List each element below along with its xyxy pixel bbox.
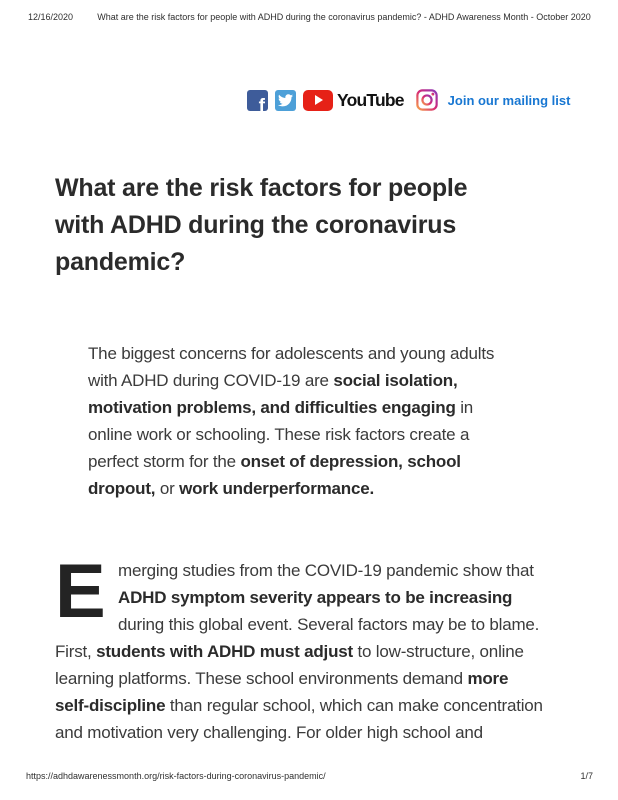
print-header <box>0 12 618 26</box>
text-segment: during this global event. Several factors may be to blame. <box>118 615 540 634</box>
text-segment: with ADHD during COVID-19 are <box>88 371 334 390</box>
bold-text-segment: social isolation, <box>333 371 458 390</box>
text-line <box>88 367 558 394</box>
text-segment: than regular school, which can make concentration <box>165 696 543 715</box>
text-line <box>55 638 605 665</box>
source-url: https://adhdawarenessmonth.org/risk-factors-during-coronavirus-pandemic/ <box>26 771 326 781</box>
print-footer <box>0 771 618 785</box>
print-page-title: What are the risk factors for people with ADHD during the coronavirus pandemic? - ADHD Awareness Month - October 2020 <box>97 12 591 22</box>
bold-text-segment: work underperformance. <box>179 479 375 498</box>
article-title <box>55 170 595 281</box>
text-segment: The biggest concerns for adolescents and young adults <box>88 344 495 363</box>
bold-text-segment: more <box>467 669 509 688</box>
bold-text-segment: students with ADHD must adjust <box>96 642 353 661</box>
text-segment: What are the risk factors for people <box>55 174 468 202</box>
text-segment: First, <box>55 642 97 661</box>
text-line <box>55 584 605 611</box>
bold-text-segment: ADHD symptom severity appears to be increasing <box>118 588 513 607</box>
instagram-icon[interactable] <box>416 89 438 111</box>
facebook-f-glyph: f <box>258 95 265 111</box>
text-line <box>55 244 595 281</box>
text-line <box>88 340 558 367</box>
text-line <box>55 692 605 719</box>
text-segment: and motivation very challenging. For older high school and <box>55 723 483 742</box>
text-segment: online work or schooling. These risk factors create a <box>88 425 470 444</box>
text-segment: to low-structure, online <box>352 642 524 661</box>
play-triangle-icon <box>315 95 323 105</box>
text-segment: with ADHD during the coronavirus <box>55 211 457 239</box>
text-line <box>88 421 558 448</box>
bold-text-segment: dropout, <box>88 479 156 498</box>
bold-text-segment: self-discipline <box>55 696 166 715</box>
body-paragraph <box>55 557 605 746</box>
facebook-icon[interactable] <box>247 90 268 111</box>
bold-text-segment: motivation problems, and difficulties engaging <box>88 398 456 417</box>
text-segment: merging studies from the COVID-19 pandemic show that <box>118 561 534 580</box>
text-segment: pandemic? <box>55 248 186 276</box>
twitter-icon[interactable] <box>275 90 296 111</box>
dropcap-letter: E <box>55 549 106 634</box>
text-segment: in <box>455 398 474 417</box>
text-line <box>55 170 595 207</box>
text-segment: learning platforms. These school environments demand <box>55 669 468 688</box>
youtube-link[interactable] <box>303 90 404 111</box>
text-line <box>88 448 558 475</box>
text-line <box>55 207 595 244</box>
twitter-bird-glyph <box>278 94 293 107</box>
join-mailing-list-link[interactable]: Join our mailing list <box>447 92 571 108</box>
youtube-wordmark: YouTube <box>337 89 404 110</box>
page-indicator: 1/7 <box>580 771 593 781</box>
text-line <box>55 665 605 692</box>
bold-text-segment: onset of depression, school <box>240 452 461 471</box>
text-segment: perfect storm for the <box>88 452 241 471</box>
social-media-bar <box>247 89 570 111</box>
text-line <box>88 394 558 421</box>
text-line <box>55 557 605 584</box>
text-segment: or <box>155 479 180 498</box>
youtube-icon <box>303 90 333 111</box>
text-line <box>55 611 605 638</box>
text-line <box>55 719 605 746</box>
print-date: 12/16/2020 <box>28 12 74 22</box>
text-line <box>88 475 558 502</box>
intro-paragraph <box>88 340 558 502</box>
